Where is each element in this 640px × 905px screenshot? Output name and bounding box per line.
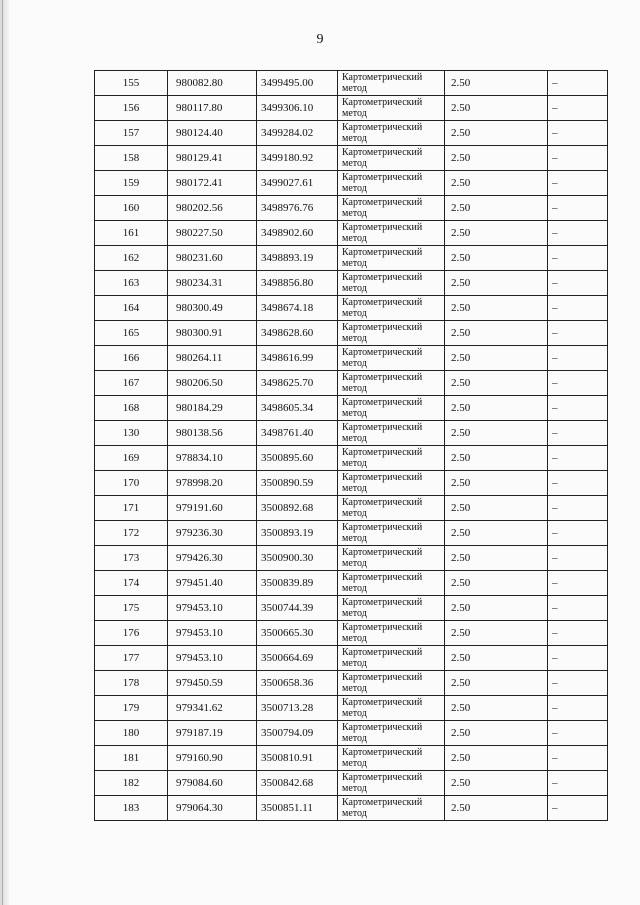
method-cell: Картометрический метод <box>338 571 445 596</box>
point-number-cell: 176 <box>95 621 168 646</box>
x-coordinate-cell: 979160.90 <box>168 746 257 771</box>
accuracy-cell: 2.50 <box>445 321 548 346</box>
y-coordinate-cell: 3498976.76 <box>257 196 338 221</box>
note-cell: – <box>548 296 608 321</box>
method-cell: Картометрический метод <box>338 746 445 771</box>
accuracy-cell: 2.50 <box>445 546 548 571</box>
point-number-cell: 160 <box>95 196 168 221</box>
table-row <box>95 746 608 771</box>
y-coordinate-cell: 3500851.11 <box>257 796 338 821</box>
y-coordinate-cell: 3500892.68 <box>257 496 338 521</box>
accuracy-cell: 2.50 <box>445 396 548 421</box>
point-number-cell: 169 <box>95 446 168 471</box>
method-cell: Картометрический метод <box>338 371 445 396</box>
accuracy-cell: 2.50 <box>445 496 548 521</box>
page-number: 9 <box>316 32 324 47</box>
note-cell: – <box>548 271 608 296</box>
x-coordinate-cell: 979064.30 <box>168 796 257 821</box>
y-coordinate-cell: 3500664.69 <box>257 646 338 671</box>
method-cell: Картометрический метод <box>338 621 445 646</box>
y-coordinate-cell: 3500890.59 <box>257 471 338 496</box>
accuracy-cell: 2.50 <box>445 246 548 271</box>
note-cell: – <box>548 371 608 396</box>
y-coordinate-cell: 3500900.30 <box>257 546 338 571</box>
x-coordinate-cell: 979341.62 <box>168 696 257 721</box>
table-row <box>95 121 608 146</box>
note-cell: – <box>548 721 608 746</box>
note-cell: – <box>548 646 608 671</box>
y-coordinate-cell: 3500794.09 <box>257 721 338 746</box>
point-number-cell: 158 <box>95 146 168 171</box>
point-number-cell: 162 <box>95 246 168 271</box>
table-row <box>95 221 608 246</box>
table-row <box>95 346 608 371</box>
y-coordinate-cell: 3498893.19 <box>257 246 338 271</box>
y-coordinate-cell: 3500744.39 <box>257 596 338 621</box>
table-row <box>95 146 608 171</box>
point-number-cell: 159 <box>95 171 168 196</box>
y-coordinate-cell: 3500658.36 <box>257 671 338 696</box>
accuracy-cell: 2.50 <box>445 221 548 246</box>
method-cell: Картометрический метод <box>338 596 445 621</box>
method-cell: Картометрический метод <box>338 671 445 696</box>
point-number-cell: 167 <box>95 371 168 396</box>
x-coordinate-cell: 979453.10 <box>168 646 257 671</box>
table-row <box>95 696 608 721</box>
point-number-cell: 157 <box>95 121 168 146</box>
x-coordinate-cell: 979084.60 <box>168 771 257 796</box>
method-cell: Картометрический метод <box>338 646 445 671</box>
method-cell: Картометрический метод <box>338 196 445 221</box>
accuracy-cell: 2.50 <box>445 421 548 446</box>
x-coordinate-cell: 980124.40 <box>168 121 257 146</box>
note-cell: – <box>548 571 608 596</box>
method-cell: Картометрический метод <box>338 96 445 121</box>
y-coordinate-cell: 3498674.18 <box>257 296 338 321</box>
accuracy-cell: 2.50 <box>445 446 548 471</box>
table-row <box>95 471 608 496</box>
note-cell: – <box>548 546 608 571</box>
point-number-cell: 161 <box>95 221 168 246</box>
note-cell: – <box>548 796 608 821</box>
point-number-cell: 163 <box>95 271 168 296</box>
method-cell: Картометрический метод <box>338 421 445 446</box>
note-cell: – <box>548 221 608 246</box>
table-row <box>95 271 608 296</box>
note-cell: – <box>548 121 608 146</box>
x-coordinate-cell: 980138.56 <box>168 421 257 446</box>
note-cell: – <box>548 146 608 171</box>
y-coordinate-cell: 3499027.61 <box>257 171 338 196</box>
table-row <box>95 771 608 796</box>
method-cell: Картометрический метод <box>338 221 445 246</box>
y-coordinate-cell: 3498625.70 <box>257 371 338 396</box>
note-cell: – <box>548 696 608 721</box>
x-coordinate-cell: 979426.30 <box>168 546 257 571</box>
table-row <box>95 446 608 471</box>
y-coordinate-cell: 3498628.60 <box>257 321 338 346</box>
method-cell: Картометрический метод <box>338 771 445 796</box>
accuracy-cell: 2.50 <box>445 471 548 496</box>
x-coordinate-cell: 980117.80 <box>168 96 257 121</box>
table-row <box>95 671 608 696</box>
x-coordinate-cell: 980184.29 <box>168 396 257 421</box>
method-cell: Картометрический метод <box>338 546 445 571</box>
y-coordinate-cell: 3500713.28 <box>257 696 338 721</box>
y-coordinate-cell: 3499284.02 <box>257 121 338 146</box>
x-coordinate-cell: 980234.31 <box>168 271 257 296</box>
table-row <box>95 621 608 646</box>
accuracy-cell: 2.50 <box>445 596 548 621</box>
x-coordinate-cell: 980300.49 <box>168 296 257 321</box>
accuracy-cell: 2.50 <box>445 121 548 146</box>
note-cell: – <box>548 621 608 646</box>
accuracy-cell: 2.50 <box>445 721 548 746</box>
x-coordinate-cell: 980129.41 <box>168 146 257 171</box>
accuracy-cell: 2.50 <box>445 646 548 671</box>
accuracy-cell: 2.50 <box>445 146 548 171</box>
method-cell: Картометрический метод <box>338 396 445 421</box>
note-cell: – <box>548 596 608 621</box>
table-row <box>95 546 608 571</box>
point-number-cell: 166 <box>95 346 168 371</box>
point-number-cell: 175 <box>95 596 168 621</box>
x-coordinate-cell: 978834.10 <box>168 446 257 471</box>
point-number-cell: 177 <box>95 646 168 671</box>
y-coordinate-cell: 3498902.60 <box>257 221 338 246</box>
note-cell: – <box>548 171 608 196</box>
x-coordinate-cell: 980172.41 <box>168 171 257 196</box>
point-number-cell: 171 <box>95 496 168 521</box>
method-cell: Картометрический метод <box>338 71 445 96</box>
point-number-cell: 183 <box>95 796 168 821</box>
x-coordinate-cell: 979236.30 <box>168 521 257 546</box>
x-coordinate-cell: 979187.19 <box>168 721 257 746</box>
accuracy-cell: 2.50 <box>445 621 548 646</box>
point-number-cell: 170 <box>95 471 168 496</box>
note-cell: – <box>548 96 608 121</box>
point-number-cell: 172 <box>95 521 168 546</box>
method-cell: Картометрический метод <box>338 521 445 546</box>
table-row <box>95 71 608 96</box>
y-coordinate-cell: 3499495.00 <box>257 71 338 96</box>
table-row <box>95 496 608 521</box>
point-number-cell: 180 <box>95 721 168 746</box>
accuracy-cell: 2.50 <box>445 521 548 546</box>
point-number-cell: 165 <box>95 321 168 346</box>
y-coordinate-cell: 3500665.30 <box>257 621 338 646</box>
accuracy-cell: 2.50 <box>445 371 548 396</box>
note-cell: – <box>548 421 608 446</box>
accuracy-cell: 2.50 <box>445 71 548 96</box>
accuracy-cell: 2.50 <box>445 746 548 771</box>
note-cell: – <box>548 346 608 371</box>
table-row <box>95 196 608 221</box>
accuracy-cell: 2.50 <box>445 96 548 121</box>
method-cell: Картометрический метод <box>338 296 445 321</box>
accuracy-cell: 2.50 <box>445 696 548 721</box>
method-cell: Картометрический метод <box>338 471 445 496</box>
y-coordinate-cell: 3499180.92 <box>257 146 338 171</box>
x-coordinate-cell: 979453.10 <box>168 596 257 621</box>
method-cell: Картометрический метод <box>338 246 445 271</box>
point-number-cell: 181 <box>95 746 168 771</box>
table-row <box>95 171 608 196</box>
note-cell: – <box>548 396 608 421</box>
x-coordinate-cell: 980231.60 <box>168 246 257 271</box>
accuracy-cell: 2.50 <box>445 346 548 371</box>
method-cell: Картометрический метод <box>338 271 445 296</box>
method-cell: Картометрический метод <box>338 346 445 371</box>
table-row <box>95 396 608 421</box>
y-coordinate-cell: 3498616.99 <box>257 346 338 371</box>
table-row <box>95 96 608 121</box>
y-coordinate-cell: 3498856.80 <box>257 271 338 296</box>
x-coordinate-cell: 980300.91 <box>168 321 257 346</box>
table-row <box>95 296 608 321</box>
x-coordinate-cell: 980206.50 <box>168 371 257 396</box>
method-cell: Картометрический метод <box>338 446 445 471</box>
x-coordinate-cell: 980264.11 <box>168 346 257 371</box>
table-row <box>95 596 608 621</box>
note-cell: – <box>548 671 608 696</box>
table-row <box>95 371 608 396</box>
point-number-cell: 179 <box>95 696 168 721</box>
note-cell: – <box>548 196 608 221</box>
point-number-cell: 182 <box>95 771 168 796</box>
point-number-cell: 168 <box>95 396 168 421</box>
accuracy-cell: 2.50 <box>445 196 548 221</box>
method-cell: Картометрический метод <box>338 121 445 146</box>
method-cell: Картометрический метод <box>338 171 445 196</box>
note-cell: – <box>548 771 608 796</box>
point-number-cell: 164 <box>95 296 168 321</box>
note-cell: – <box>548 521 608 546</box>
method-cell: Картометрический метод <box>338 146 445 171</box>
note-cell: – <box>548 246 608 271</box>
note-cell: – <box>548 321 608 346</box>
accuracy-cell: 2.50 <box>445 271 548 296</box>
accuracy-cell: 2.50 <box>445 571 548 596</box>
point-number-cell: 156 <box>95 96 168 121</box>
point-number-cell: 173 <box>95 546 168 571</box>
point-number-cell: 130 <box>95 421 168 446</box>
y-coordinate-cell: 3498605.34 <box>257 396 338 421</box>
y-coordinate-cell: 3500893.19 <box>257 521 338 546</box>
point-number-cell: 174 <box>95 571 168 596</box>
y-coordinate-cell: 3500839.89 <box>257 571 338 596</box>
x-coordinate-cell: 979451.40 <box>168 571 257 596</box>
table-row <box>95 521 608 546</box>
accuracy-cell: 2.50 <box>445 171 548 196</box>
table-row <box>95 246 608 271</box>
accuracy-cell: 2.50 <box>445 671 548 696</box>
x-coordinate-cell: 980227.50 <box>168 221 257 246</box>
coordinates-table <box>94 70 608 821</box>
method-cell: Картометрический метод <box>338 796 445 821</box>
x-coordinate-cell: 979191.60 <box>168 496 257 521</box>
accuracy-cell: 2.50 <box>445 296 548 321</box>
y-coordinate-cell: 3498761.40 <box>257 421 338 446</box>
point-number-cell: 178 <box>95 671 168 696</box>
point-number-cell: 155 <box>95 71 168 96</box>
method-cell: Картометрический метод <box>338 496 445 521</box>
note-cell: – <box>548 746 608 771</box>
note-cell: – <box>548 471 608 496</box>
table-row <box>95 321 608 346</box>
x-coordinate-cell: 980202.56 <box>168 196 257 221</box>
x-coordinate-cell: 979453.10 <box>168 621 257 646</box>
method-cell: Картометрический метод <box>338 321 445 346</box>
table-row <box>95 796 608 821</box>
table-row <box>95 721 608 746</box>
note-cell: – <box>548 71 608 96</box>
y-coordinate-cell: 3500895.60 <box>257 446 338 471</box>
binding-line <box>2 0 3 905</box>
note-cell: – <box>548 496 608 521</box>
y-coordinate-cell: 3500842.68 <box>257 771 338 796</box>
accuracy-cell: 2.50 <box>445 796 548 821</box>
accuracy-cell: 2.50 <box>445 771 548 796</box>
method-cell: Картометрический метод <box>338 696 445 721</box>
table-row <box>95 646 608 671</box>
x-coordinate-cell: 980082.80 <box>168 71 257 96</box>
x-coordinate-cell: 978998.20 <box>168 471 257 496</box>
method-cell: Картометрический метод <box>338 721 445 746</box>
coordinates-table-body <box>95 71 608 821</box>
x-coordinate-cell: 979450.59 <box>168 671 257 696</box>
y-coordinate-cell: 3499306.10 <box>257 96 338 121</box>
note-cell: – <box>548 446 608 471</box>
y-coordinate-cell: 3500810.91 <box>257 746 338 771</box>
table-row <box>95 571 608 596</box>
table-row <box>95 421 608 446</box>
